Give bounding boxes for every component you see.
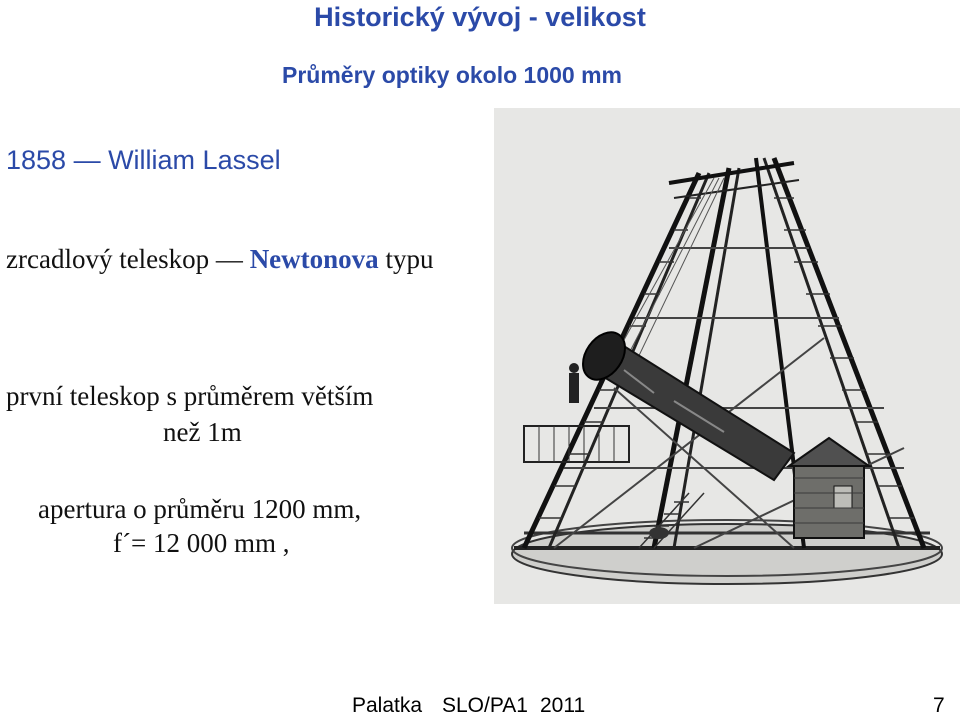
- focal-length-line: f´= 12 000 mm ,: [113, 528, 290, 558]
- slide-title: Historický vývoj - velikost: [314, 2, 646, 32]
- telescope-engraving: [494, 108, 960, 604]
- first-telescope-line-cont: než 1m: [163, 417, 242, 447]
- footer-course: SLO/PA1: [442, 694, 528, 717]
- engraving-lassell-telescope-icon: [494, 108, 960, 604]
- aperture-line: apertura o průměru 1200 mm,: [38, 494, 362, 524]
- first-telescope-line: první teleskop s průměrem větším: [6, 381, 374, 411]
- slide-subtitle: Průměry optiky okolo 1000 mm: [281, 62, 622, 88]
- telescope-type-line: [6, 244, 433, 275]
- page-number: 7: [933, 694, 945, 717]
- year-heading: 1858 — William Lassel: [6, 145, 281, 175]
- telescope-type-suffix: typu: [378, 244, 434, 274]
- footer-author: Palatka: [352, 694, 423, 717]
- newton-highlight: Newtonova: [249, 244, 379, 274]
- telescope-type-prefix: zrcadlový teleskop —: [6, 244, 250, 274]
- footer-year: 2011: [540, 694, 586, 717]
